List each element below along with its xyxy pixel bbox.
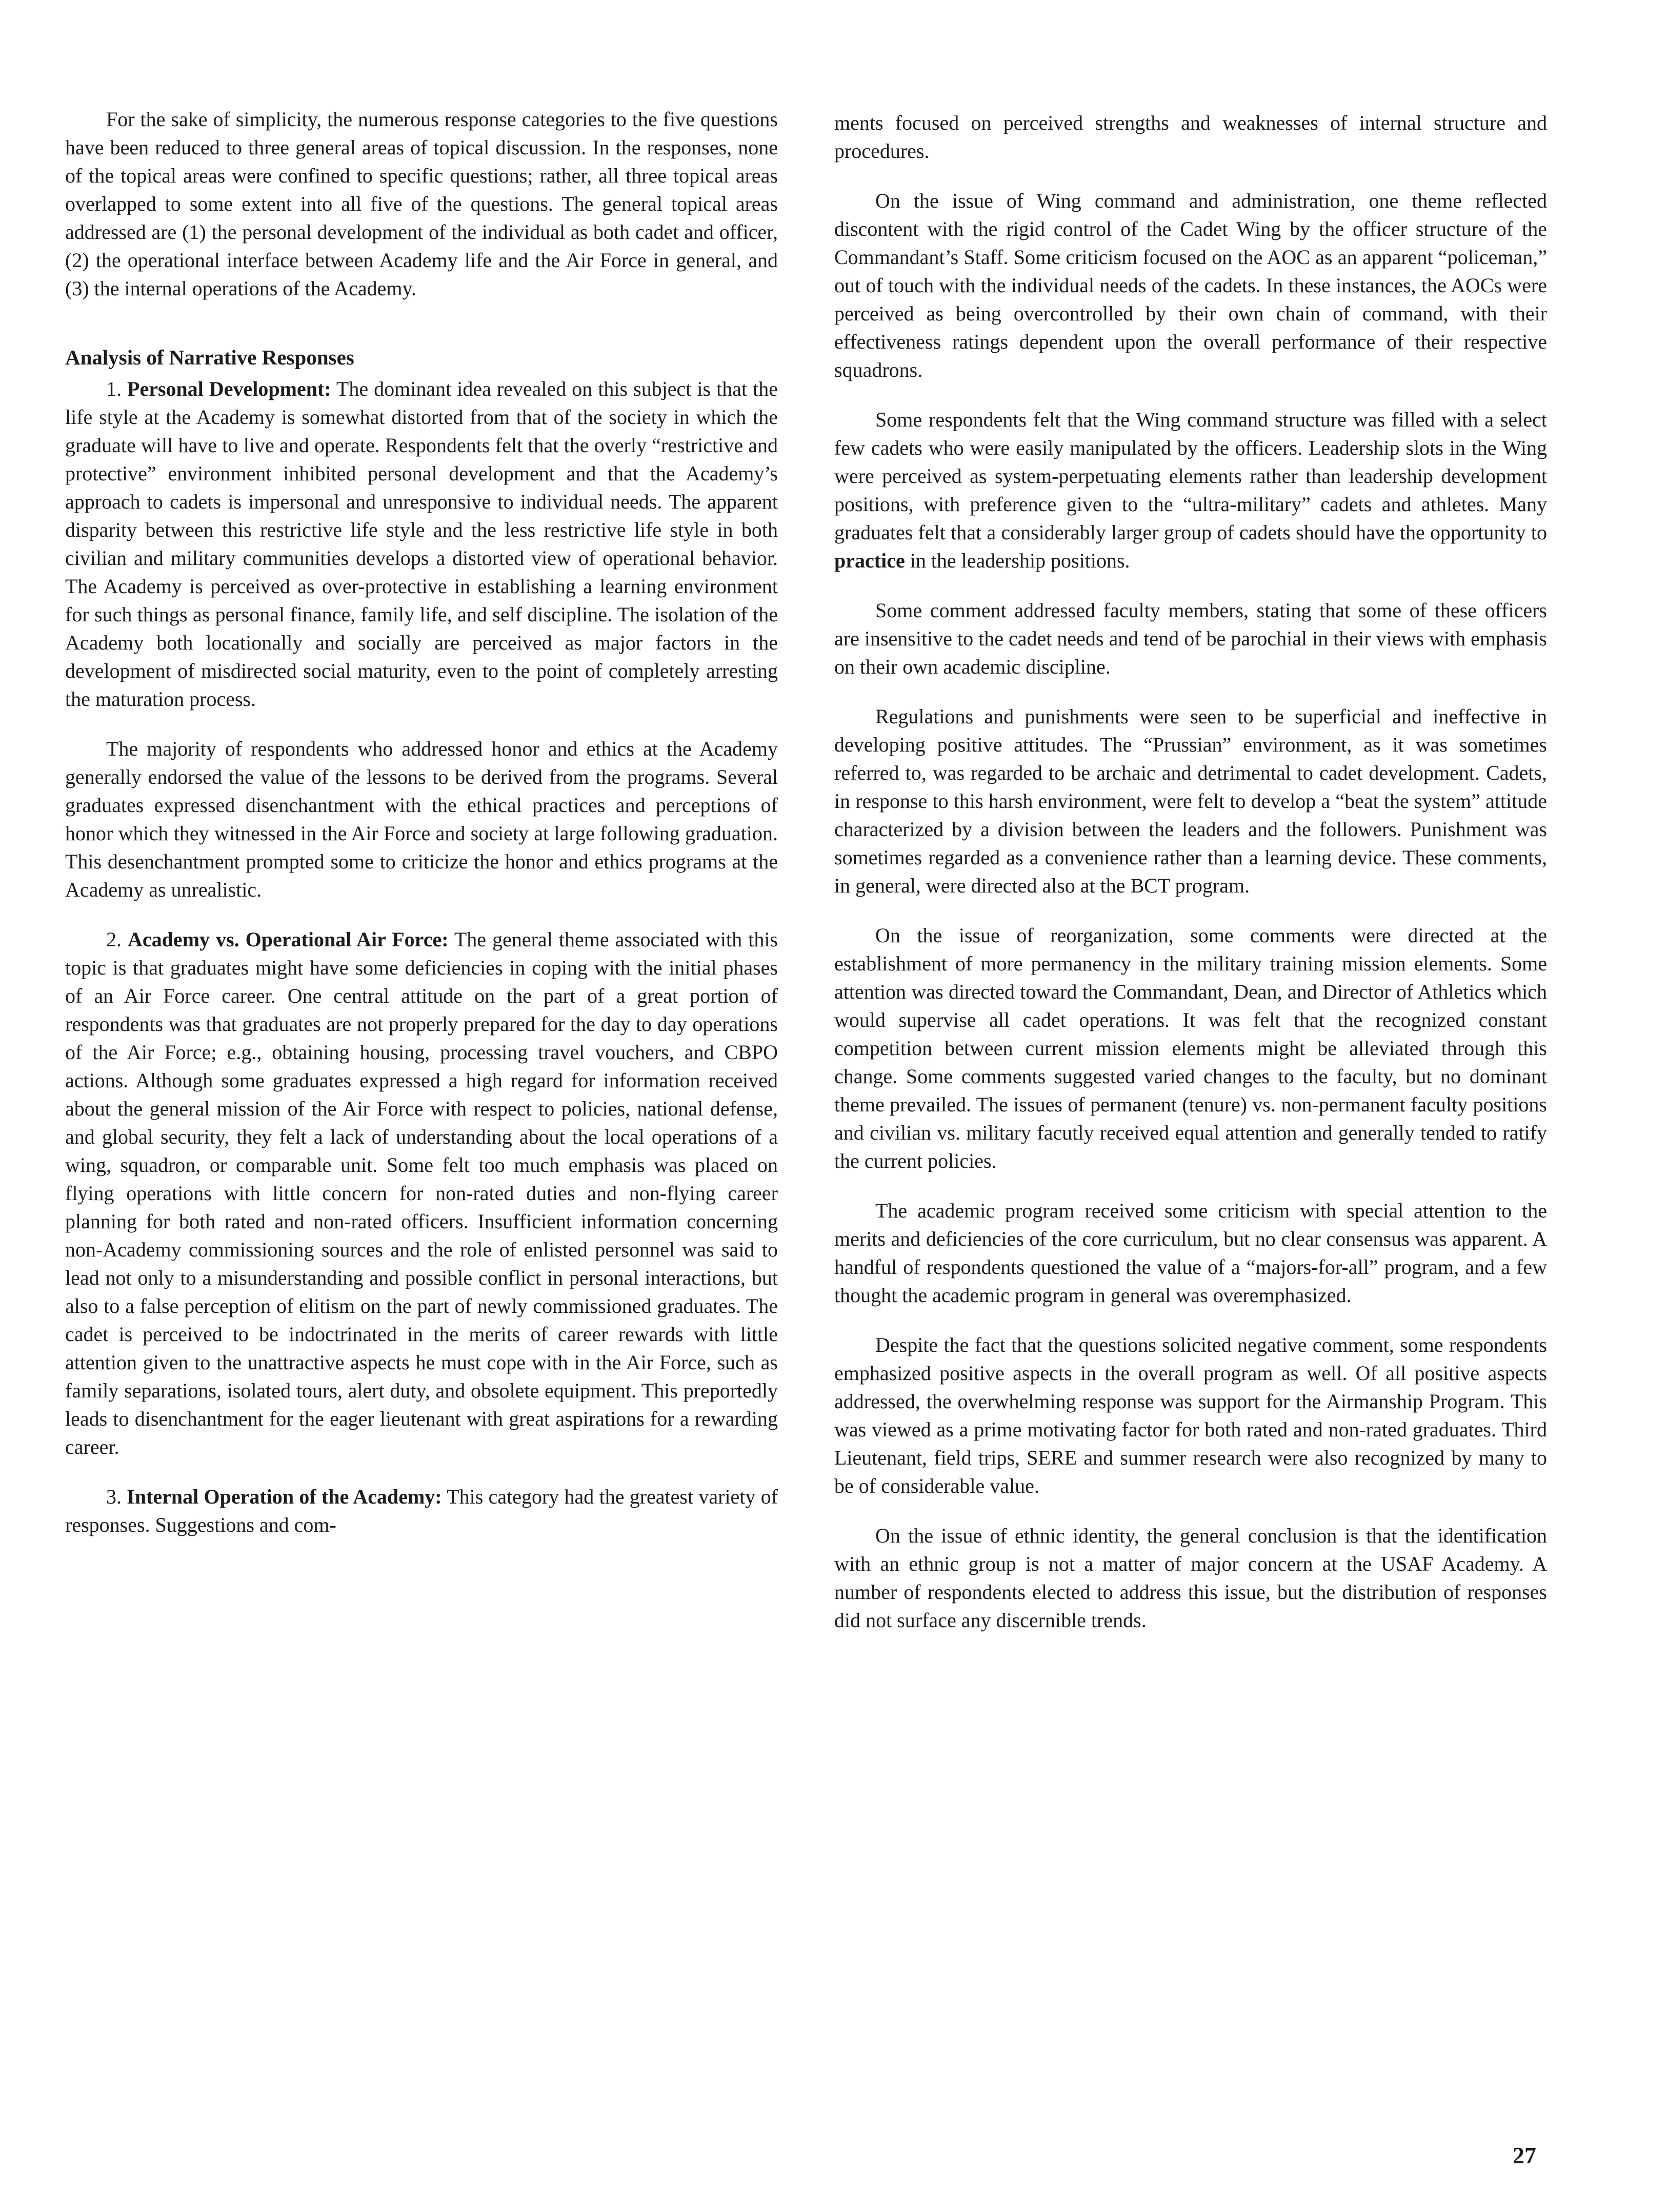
section-2-text: The general theme associated with this topic is that graduates might have some deficiencies in coping with the initial phases of an Air Force career. One central attitude on the part of a great portion of respondents was that graduates are not properly prepared for the day to day operations of the Air Force; e.g., obtaining housing, processing travel vouchers, and CBPO actions. Although some graduates expressed a high regard for information received about the general mission of the Air Force with respect to policies, national defense, and global security, they felt a lack of understanding about the local operations of a wing, squadron, or comparable unit. Some felt too much emphasis was placed on flying operations with little concern for non-rated duties and non-flying career planning for both rated and non-rated officers. Insufficient information concerning non-Academy commissioning sources and the role of enlisted personnel was said to lead not only to a misunderstanding and possible conflict in personal interactions, but also to a false perception of elitism on the part of newly commissioned graduates. The cadet is perceived to be indoctrinated in the merits of career rewards with little attention given to the unattractive aspects he must cope with in the Air Force, such as family separations, isolated tours, alert duty, and obsolete equipment. This preportedly leads to disenchantment for the eager lieutenant with great aspirations for a rewarding career. <box>65 928 778 1458</box>
reorganization-paragraph: On the issue of reorganization, some comments were directed at the establishment of more permanency in the military training mission elements. Some attention was directed toward the Commandant, Dean, and Director of Athletics which would supervise all cadet operations. It was felt that the recognized constant competition between current mission elements might be alleviated through this change. Some comments suggested varied changes to the faculty, but no dominant theme prevailed. The issues of permanent (tenure) vs. non-permanent faculty positions and civilian vs. military facutly received equal attention and generally tended to ratify the current policies. <box>834 924 1547 1172</box>
section-2-number: 2. <box>106 928 122 951</box>
section-3-title: Internal Operation of the Academy: <box>127 1485 442 1508</box>
honor-paragraph: The majority of respondents who addressed honor and ethics at the Academy generally endorsed the value of the lessons to be derived from the programs. Several graduates expressed disenchantment with the ethical practices and perceptions of honor which they witnessed in the Air Force and society at large following graduation. This desenchantment prompted some to criticize the honor and ethics programs at the Academy as unrealistic. <box>65 737 778 901</box>
personal-development-paragraph <box>65 375 778 713</box>
intro-paragraph: For the sake of simplicity, the numerous response categories to the five questions have been reduced to three general areas of topical discussion. In the responses, none of the topical areas were confined to specific questions; rather, all three topical areas overlapped to some extent into all five of the questions. The general topical areas addressed are (1) the personal development of the individual as both cadet and officer, (2) the operational interface between Academy life and the Air Force in general, and (3) the internal operations of the Academy. <box>65 108 778 300</box>
section-1-text: The dominant idea revealed on this subject is that the life style at the Academy is somewhat distorted from that of the society in which the graduate will have to live and operate. Respondents felt that the overly “restrictive and protective” environment inhibited personal development and that the Academy’s approach to cadets is impersonal and unresponsive to individual needs. The apparent disparity between this restrictive life style and the less restrictive life style in both civilian and military communities develops a distorted view of operational behavior. The Academy is perceived as over-protective in establishing a learning environment for such things as personal finance, family life, and self discipline. The isolation of the Academy both locationally and socially are perceived as major factors in the development of misdirected social maturity, even to the point of completely arresting the maturation process. <box>65 377 778 711</box>
positive-aspects-paragraph: Despite the fact that the questions solicited negative comment, some respondents emphasized positive aspects in the overall program as well. Of all positive aspects addressed, the overwhelming response was support for the Airmanship Program. This was viewed as a prime motivating factor for both rated and non-rated graduates. Third Lieutenant, field trips, SERE and summer research were also recognized by many to be of considerable value. <box>834 1333 1547 1497</box>
academic-program-paragraph: The academic program received some criticism with special attention to the merits and deficiencies of the core curriculum, but no clear consensus was apparent. A handful of respondents questioned the value of a “majors-for-all” program, and a few thought the academic program in general was overemphasized. <box>834 1199 1547 1307</box>
section-heading: Analysis of Narrative Responses <box>65 346 354 369</box>
regulations-paragraph: Regulations and punishments were seen to be superficial and ineffective in developing positive attitudes. The “Prussian” environment, as it was sometimes referred to, was regarded to be archaic and detrimental to cadet development. Cadets, in response to this harsh environment, were felt to develop a “beat the system” attitude characterized by a division between the leaders and the followers. Punishment was sometimes regarded as a convenience rather than a learning device. These comments, in general, were directed also at the BCT program. <box>834 705 1547 897</box>
wing-structure-paragraph <box>834 405 1547 575</box>
section-1-title: Personal Development: <box>127 377 331 400</box>
left-column <box>65 105 778 1560</box>
section-3-text: This category had the greatest variety of responses. Suggestions and com- <box>65 1485 778 1536</box>
wing-command-paragraph: On the issue of Wing command and administration, one theme reflected discontent with the rigid control of the Cadet Wing by the officer structure of the Commandant’s Staff. Some criticism focused on the AOC as an apparent “policeman,” out of touch with the individual needs of the cadets. In these instances, the AOCs were perceived as being overcontrolled by their own chain of command, with their effectiveness ratings dependent upon the overall performance of their respective squadrons. <box>834 189 1547 381</box>
section-2-title: Academy vs. Operational Air Force: <box>128 928 449 951</box>
internal-operation-paragraph <box>65 1483 778 1539</box>
wing-structure-text: Some respondents felt that the Wing command structure was filled with a select few cadets who were easily manipulated by the officers. Leadership slots in the Wing were perceived as system-perpetuating elements rather than leadership development positions, with preference given to the “ultra-military” cadets and athletes. Many graduates felt that a considerably larger group of cadets should have the opportunity to <box>834 408 1547 544</box>
academy-vs-operational-paragraph <box>65 925 778 1461</box>
right-column <box>834 109 1547 1656</box>
practice-emphasis: practice <box>834 549 905 572</box>
continuation-paragraph: ments focused on perceived strengths and weaknesses of internal structure and procedures. <box>834 111 1547 163</box>
section-3-number: 3. <box>106 1485 122 1508</box>
section-1-number: 1. <box>106 377 122 400</box>
page-number: 27 <box>1513 2142 1536 2168</box>
ethnic-identity-paragraph: On the issue of ethnic identity, the general conclusion is that the identification with an ethnic group is not a matter of major concern at the USAF Academy. A number of respondents elected to address this issue, but the distribution of responses did not surface any discernible trends. <box>834 1524 1547 1632</box>
faculty-paragraph: Some comment addressed faculty members, stating that some of these officers are insensitive to the cadet needs and tend of be parochial in their views with emphasis on their own academic discipline. <box>834 599 1547 678</box>
wing-structure-text-end: in the leadership positions. <box>910 549 1130 572</box>
